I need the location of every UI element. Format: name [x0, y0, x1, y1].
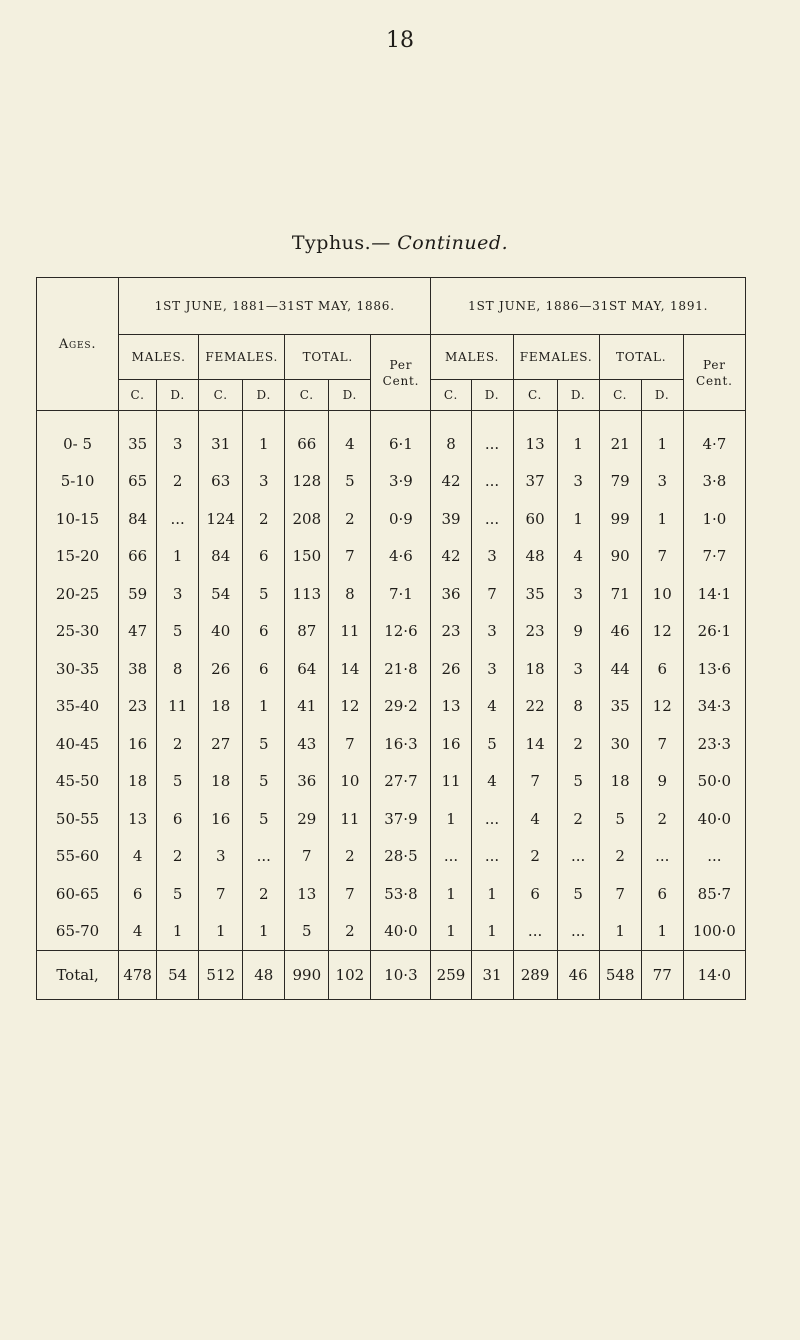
- value-cell: 27: [199, 725, 243, 763]
- value-cell: 4: [119, 838, 157, 876]
- table-row: [37, 838, 746, 876]
- value-cell: 0·9: [371, 500, 431, 538]
- value-cell: 4: [513, 800, 557, 838]
- value-cell: 2: [557, 725, 599, 763]
- header-period-1881-1886: 1ST JUNE, 1881—31ST MAY, 1886.: [119, 278, 431, 335]
- value-cell: 3: [243, 463, 285, 501]
- value-cell: ...: [431, 838, 471, 876]
- header-per-cent-1: Per Cent.: [371, 335, 431, 411]
- value-cell: 14: [329, 650, 371, 688]
- total-value-cell: 289: [513, 951, 557, 1000]
- value-cell: 4: [119, 913, 157, 951]
- header-d: D.: [157, 380, 199, 411]
- value-cell: 5: [243, 763, 285, 801]
- value-cell: 7: [329, 875, 371, 913]
- value-cell: 1: [641, 500, 683, 538]
- value-cell: 6: [513, 875, 557, 913]
- value-cell: 13: [431, 688, 471, 726]
- age-cell: 20-25: [37, 575, 119, 613]
- value-cell: 150: [285, 538, 329, 576]
- total-value-cell: 102: [329, 951, 371, 1000]
- value-cell: 1: [431, 800, 471, 838]
- value-cell: 6: [641, 875, 683, 913]
- total-value-cell: 54: [157, 951, 199, 1000]
- table-row: [37, 875, 746, 913]
- value-cell: 1: [641, 411, 683, 463]
- value-cell: 9: [557, 613, 599, 651]
- value-cell: 40: [199, 613, 243, 651]
- value-cell: 7: [599, 875, 641, 913]
- value-cell: 16·3: [371, 725, 431, 763]
- value-cell: 7: [641, 538, 683, 576]
- value-cell: 16: [431, 725, 471, 763]
- table-row: [37, 688, 746, 726]
- table-row: [37, 463, 746, 501]
- value-cell: 7·7: [683, 538, 745, 576]
- value-cell: 6·1: [371, 411, 431, 463]
- value-cell: 99: [599, 500, 641, 538]
- header-per-cent-2: Per Cent.: [683, 335, 745, 411]
- value-cell: ...: [557, 838, 599, 876]
- value-cell: 5: [157, 875, 199, 913]
- typhus-table: [36, 277, 746, 1000]
- value-cell: 18: [199, 763, 243, 801]
- value-cell: 40·0: [683, 800, 745, 838]
- total-value-cell: 10·3: [371, 951, 431, 1000]
- age-cell: 40-45: [37, 725, 119, 763]
- title-main: Typhus.: [291, 232, 372, 254]
- value-cell: 2: [243, 500, 285, 538]
- value-cell: 63: [199, 463, 243, 501]
- header-c: C.: [599, 380, 641, 411]
- value-cell: 40·0: [371, 913, 431, 951]
- value-cell: 23: [119, 688, 157, 726]
- value-cell: 41: [285, 688, 329, 726]
- value-cell: 29: [285, 800, 329, 838]
- value-cell: 4: [557, 538, 599, 576]
- value-cell: 21·8: [371, 650, 431, 688]
- value-cell: 3·9: [371, 463, 431, 501]
- table-row: [37, 538, 746, 576]
- value-cell: 1: [599, 913, 641, 951]
- value-cell: ...: [157, 500, 199, 538]
- value-cell: 84: [119, 500, 157, 538]
- header-males-1: MALES.: [119, 335, 199, 380]
- total-value-cell: 14·0: [683, 951, 745, 1000]
- value-cell: 3: [199, 838, 243, 876]
- value-cell: 35: [513, 575, 557, 613]
- value-cell: 1: [641, 913, 683, 951]
- value-cell: 2: [329, 913, 371, 951]
- value-cell: 7: [641, 725, 683, 763]
- header-period-1886-1891: 1ST JUNE, 1886—31ST MAY, 1891.: [431, 278, 746, 335]
- value-cell: 2: [513, 838, 557, 876]
- value-cell: 30: [599, 725, 641, 763]
- value-cell: 18: [513, 650, 557, 688]
- age-cell: 45-50: [37, 763, 119, 801]
- header-total-2: TOTAL.: [599, 335, 683, 380]
- age-cell: 60-65: [37, 875, 119, 913]
- header-c: C.: [199, 380, 243, 411]
- value-cell: 5: [329, 463, 371, 501]
- value-cell: 50·0: [683, 763, 745, 801]
- value-cell: 46: [599, 613, 641, 651]
- value-cell: 42: [431, 463, 471, 501]
- value-cell: 128: [285, 463, 329, 501]
- value-cell: 7: [199, 875, 243, 913]
- value-cell: 100·0: [683, 913, 745, 951]
- value-cell: 1: [243, 411, 285, 463]
- value-cell: 34·3: [683, 688, 745, 726]
- age-cell: 0- 5: [37, 411, 119, 463]
- value-cell: ...: [243, 838, 285, 876]
- value-cell: 4: [471, 688, 513, 726]
- value-cell: ...: [471, 500, 513, 538]
- value-cell: ...: [641, 838, 683, 876]
- typhus-table-container: [36, 277, 746, 1000]
- value-cell: 11: [431, 763, 471, 801]
- value-cell: 87: [285, 613, 329, 651]
- value-cell: 23·3: [683, 725, 745, 763]
- value-cell: 6: [243, 538, 285, 576]
- header-c: C.: [431, 380, 471, 411]
- value-cell: 2: [157, 838, 199, 876]
- value-cell: 7: [329, 725, 371, 763]
- value-cell: 5: [285, 913, 329, 951]
- value-cell: 6: [243, 650, 285, 688]
- value-cell: ...: [557, 913, 599, 951]
- value-cell: 79: [599, 463, 641, 501]
- value-cell: 5: [471, 725, 513, 763]
- value-cell: 1: [243, 913, 285, 951]
- value-cell: 10: [329, 763, 371, 801]
- value-cell: 13·6: [683, 650, 745, 688]
- table-row: [37, 575, 746, 613]
- value-cell: 1: [157, 913, 199, 951]
- header-c: C.: [513, 380, 557, 411]
- value-cell: 16: [199, 800, 243, 838]
- value-cell: 12: [641, 613, 683, 651]
- value-cell: 12·6: [371, 613, 431, 651]
- table-row: [37, 650, 746, 688]
- value-cell: 1: [557, 500, 599, 538]
- age-cell: 15-20: [37, 538, 119, 576]
- value-cell: 2: [329, 500, 371, 538]
- age-cell: 65-70: [37, 913, 119, 951]
- age-cell: 55-60: [37, 838, 119, 876]
- value-cell: 6: [243, 613, 285, 651]
- value-cell: 8: [157, 650, 199, 688]
- value-cell: 2: [157, 463, 199, 501]
- header-d: D.: [641, 380, 683, 411]
- value-cell: 3: [471, 650, 513, 688]
- header-c: C.: [119, 380, 157, 411]
- value-cell: 5: [157, 613, 199, 651]
- value-cell: 9: [641, 763, 683, 801]
- value-cell: 60: [513, 500, 557, 538]
- total-value-cell: 46: [557, 951, 599, 1000]
- value-cell: 5: [599, 800, 641, 838]
- value-cell: 22: [513, 688, 557, 726]
- table-row: [37, 613, 746, 651]
- age-cell: 30-35: [37, 650, 119, 688]
- age-cell: 35-40: [37, 688, 119, 726]
- value-cell: 113: [285, 575, 329, 613]
- value-cell: 42: [431, 538, 471, 576]
- value-cell: 43: [285, 725, 329, 763]
- value-cell: 85·7: [683, 875, 745, 913]
- value-cell: 6: [157, 800, 199, 838]
- value-cell: 3: [157, 411, 199, 463]
- value-cell: ...: [471, 800, 513, 838]
- table-body: [37, 411, 746, 951]
- header-ages: Ages.: [37, 278, 119, 411]
- age-cell: 5-10: [37, 463, 119, 501]
- header-c: C.: [285, 380, 329, 411]
- total-value-cell: 77: [641, 951, 683, 1000]
- value-cell: 53·8: [371, 875, 431, 913]
- value-cell: 37·9: [371, 800, 431, 838]
- value-cell: 27·7: [371, 763, 431, 801]
- value-cell: 13: [513, 411, 557, 463]
- value-cell: 71: [599, 575, 641, 613]
- value-cell: 3: [471, 613, 513, 651]
- value-cell: 26: [199, 650, 243, 688]
- value-cell: 1: [157, 538, 199, 576]
- value-cell: 7·1: [371, 575, 431, 613]
- age-cell: 10-15: [37, 500, 119, 538]
- value-cell: 5: [557, 875, 599, 913]
- value-cell: 5: [557, 763, 599, 801]
- value-cell: 6: [119, 875, 157, 913]
- value-cell: 31: [199, 411, 243, 463]
- value-cell: ...: [471, 463, 513, 501]
- value-cell: 21: [599, 411, 641, 463]
- value-cell: 1: [471, 913, 513, 951]
- value-cell: 2: [243, 875, 285, 913]
- value-cell: 18: [599, 763, 641, 801]
- value-cell: ...: [471, 411, 513, 463]
- value-cell: 54: [199, 575, 243, 613]
- total-label: Total,: [37, 951, 119, 1000]
- value-cell: 208: [285, 500, 329, 538]
- total-value-cell: 478: [119, 951, 157, 1000]
- total-value-cell: 990: [285, 951, 329, 1000]
- value-cell: 8: [431, 411, 471, 463]
- table-row: [37, 913, 746, 951]
- value-cell: 29·2: [371, 688, 431, 726]
- value-cell: 8: [329, 575, 371, 613]
- value-cell: 14: [513, 725, 557, 763]
- value-cell: 26·1: [683, 613, 745, 651]
- value-cell: 7: [329, 538, 371, 576]
- table-row: [37, 725, 746, 763]
- value-cell: 66: [285, 411, 329, 463]
- value-cell: 6: [641, 650, 683, 688]
- value-cell: 1: [557, 411, 599, 463]
- table-title: [0, 232, 800, 254]
- value-cell: 124: [199, 500, 243, 538]
- age-cell: 50-55: [37, 800, 119, 838]
- value-cell: 36: [285, 763, 329, 801]
- value-cell: 3: [557, 463, 599, 501]
- value-cell: 5: [243, 575, 285, 613]
- value-cell: 18: [119, 763, 157, 801]
- header-males-2: MALES.: [431, 335, 513, 380]
- value-cell: 48: [513, 538, 557, 576]
- value-cell: 16: [119, 725, 157, 763]
- table-header: [37, 278, 746, 411]
- value-cell: 12: [641, 688, 683, 726]
- total-value-cell: 548: [599, 951, 641, 1000]
- value-cell: 2: [329, 838, 371, 876]
- value-cell: 3·8: [683, 463, 745, 501]
- table-row: [37, 500, 746, 538]
- value-cell: 4·7: [683, 411, 745, 463]
- age-cell: 25-30: [37, 613, 119, 651]
- value-cell: 11: [157, 688, 199, 726]
- value-cell: 4: [471, 763, 513, 801]
- table-row: [37, 763, 746, 801]
- value-cell: 65: [119, 463, 157, 501]
- value-cell: 39: [431, 500, 471, 538]
- total-row: [37, 951, 746, 1000]
- value-cell: 3: [641, 463, 683, 501]
- header-d: D.: [471, 380, 513, 411]
- value-cell: 44: [599, 650, 641, 688]
- value-cell: 7: [513, 763, 557, 801]
- header-females-1: FEMALES.: [199, 335, 285, 380]
- value-cell: 3: [557, 650, 599, 688]
- value-cell: 13: [285, 875, 329, 913]
- total-value-cell: 31: [471, 951, 513, 1000]
- value-cell: 59: [119, 575, 157, 613]
- value-cell: 5: [243, 800, 285, 838]
- value-cell: 64: [285, 650, 329, 688]
- value-cell: 1: [199, 913, 243, 951]
- value-cell: ...: [471, 838, 513, 876]
- total-value-cell: 259: [431, 951, 471, 1000]
- value-cell: 35: [599, 688, 641, 726]
- header-total-1: TOTAL.: [285, 335, 371, 380]
- value-cell: ...: [683, 838, 745, 876]
- value-cell: 26: [431, 650, 471, 688]
- header-females-2: FEMALES.: [513, 335, 599, 380]
- value-cell: 35: [119, 411, 157, 463]
- value-cell: 12: [329, 688, 371, 726]
- value-cell: 28·5: [371, 838, 431, 876]
- value-cell: 84: [199, 538, 243, 576]
- value-cell: 8: [557, 688, 599, 726]
- value-cell: 13: [119, 800, 157, 838]
- value-cell: 36: [431, 575, 471, 613]
- header-d: D.: [557, 380, 599, 411]
- value-cell: 11: [329, 613, 371, 651]
- value-cell: 1: [243, 688, 285, 726]
- value-cell: 2: [157, 725, 199, 763]
- value-cell: 14·1: [683, 575, 745, 613]
- value-cell: 4: [329, 411, 371, 463]
- value-cell: 23: [513, 613, 557, 651]
- value-cell: 11: [329, 800, 371, 838]
- value-cell: 38: [119, 650, 157, 688]
- value-cell: 5: [243, 725, 285, 763]
- value-cell: 37: [513, 463, 557, 501]
- table-row: [37, 411, 746, 463]
- value-cell: 90: [599, 538, 641, 576]
- value-cell: 4·6: [371, 538, 431, 576]
- value-cell: 3: [471, 538, 513, 576]
- value-cell: 1: [431, 913, 471, 951]
- value-cell: 1: [431, 875, 471, 913]
- total-value-cell: 512: [199, 951, 243, 1000]
- value-cell: ...: [513, 913, 557, 951]
- value-cell: 2: [557, 800, 599, 838]
- value-cell: 1: [471, 875, 513, 913]
- page-number: 18: [386, 28, 414, 53]
- value-cell: 2: [599, 838, 641, 876]
- value-cell: 47: [119, 613, 157, 651]
- value-cell: 10: [641, 575, 683, 613]
- value-cell: 18: [199, 688, 243, 726]
- value-cell: 7: [285, 838, 329, 876]
- value-cell: 3: [557, 575, 599, 613]
- value-cell: 3: [157, 575, 199, 613]
- value-cell: 66: [119, 538, 157, 576]
- table-row: [37, 800, 746, 838]
- value-cell: 5: [157, 763, 199, 801]
- value-cell: 23: [431, 613, 471, 651]
- value-cell: 7: [471, 575, 513, 613]
- header-d: D.: [243, 380, 285, 411]
- total-value-cell: 48: [243, 951, 285, 1000]
- value-cell: 1·0: [683, 500, 745, 538]
- value-cell: 2: [641, 800, 683, 838]
- title-continued: — Continued.: [371, 232, 509, 254]
- header-d: D.: [329, 380, 371, 411]
